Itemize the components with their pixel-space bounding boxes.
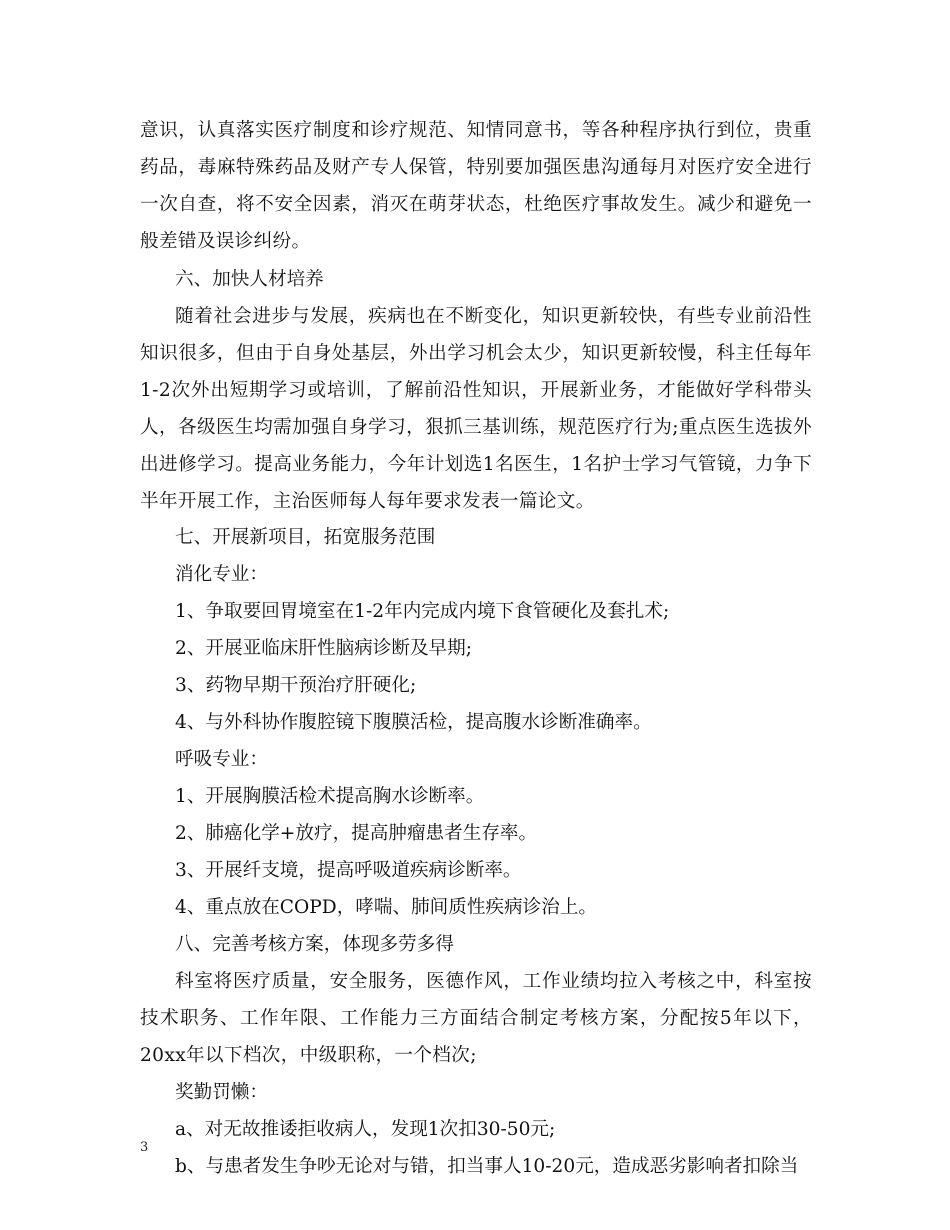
list-item: b、与患者发生争吵无论对与错，扣当事人10-20元，造成恶劣影响者扣除当 [175, 1156, 799, 1177]
list-item: 2、开展亚临床肝性脑病诊断及早期; [175, 638, 473, 659]
list-item: 2、肺癌化学+放疗，提高肿瘤患者生存率。 [175, 823, 538, 844]
heading-section-6: 六、加快人材培养 [175, 269, 324, 290]
list-item: a、对无故推诿拒收病人，发现1次扣30-50元; [175, 1119, 556, 1140]
heading-section-7: 七、开展新项目，拓宽服务范围 [175, 527, 436, 548]
list-item: 4、与外科协作腹腔镜下腹膜活检，提高腹水诊断准确率。 [175, 712, 652, 733]
list-item: 1、开展胸膜活检术提高胸水诊断率。 [175, 786, 485, 807]
list-item: 4、重点放在COPD，哮喘、肺间质性疾病诊治上。 [175, 897, 598, 918]
paragraph-talent-training: 随着社会进步与发展，疾病也在不断变化，知识更新较快，有些专业前沿性知识很多，但由于自身处基层，外出学习机会太少，知识更新较慢，科主任每年1-2次外出短期学习或培训，了解前沿性知识，开展新业务，才能做好学科带头人，各级医生均需加强自身学习，狠抓三基训练，规范医疗行为;重点医生选拔外出进修学习。提高业务能力，今年计划选1名医生，1名护士学习气管镜，力争下半年开展工作，主治医师每人每年要求发表一篇论文。 [140, 306, 812, 512]
heading-section-8: 八、完善考核方案，体现多劳多得 [175, 934, 454, 955]
paragraph-safety: 意识，认真落实医疗制度和诊疗规范、知情同意书，等各种程序执行到位，贵重药品，毒麻特殊药品及财产专人保管，特别要加强医患沟通每月对医疗安全进行一次自查，将不安全因素，消灭在萌芽状态，杜绝医疗事故发生。减少和避免一般差错及误诊纠纷。 [140, 120, 812, 252]
paragraph-assessment: 科室将医疗质量，安全服务，医德作风，工作业绩均拉入考核之中，科室按技术职务、工作年限、工作能力三方面结合制定考核方案，分配按5年以下，20xx年以下档次，中级职称，一个档次; [140, 971, 812, 1066]
subheading-digestive: 消化专业： [175, 564, 268, 585]
list-item: 1、争取要回胃境室在1-2年内完成内境下食管硬化及套扎术; [175, 601, 670, 622]
subheading-rewards: 奖勤罚懒： [175, 1082, 268, 1103]
list-item: 3、开展纤支境，提高呼吸道疾病诊断率。 [175, 860, 522, 881]
subheading-respiratory: 呼吸专业： [175, 749, 268, 770]
page-number: 3 [140, 1140, 149, 1155]
list-item: 3、药物早期干预治疗肝硬化; [175, 675, 417, 696]
